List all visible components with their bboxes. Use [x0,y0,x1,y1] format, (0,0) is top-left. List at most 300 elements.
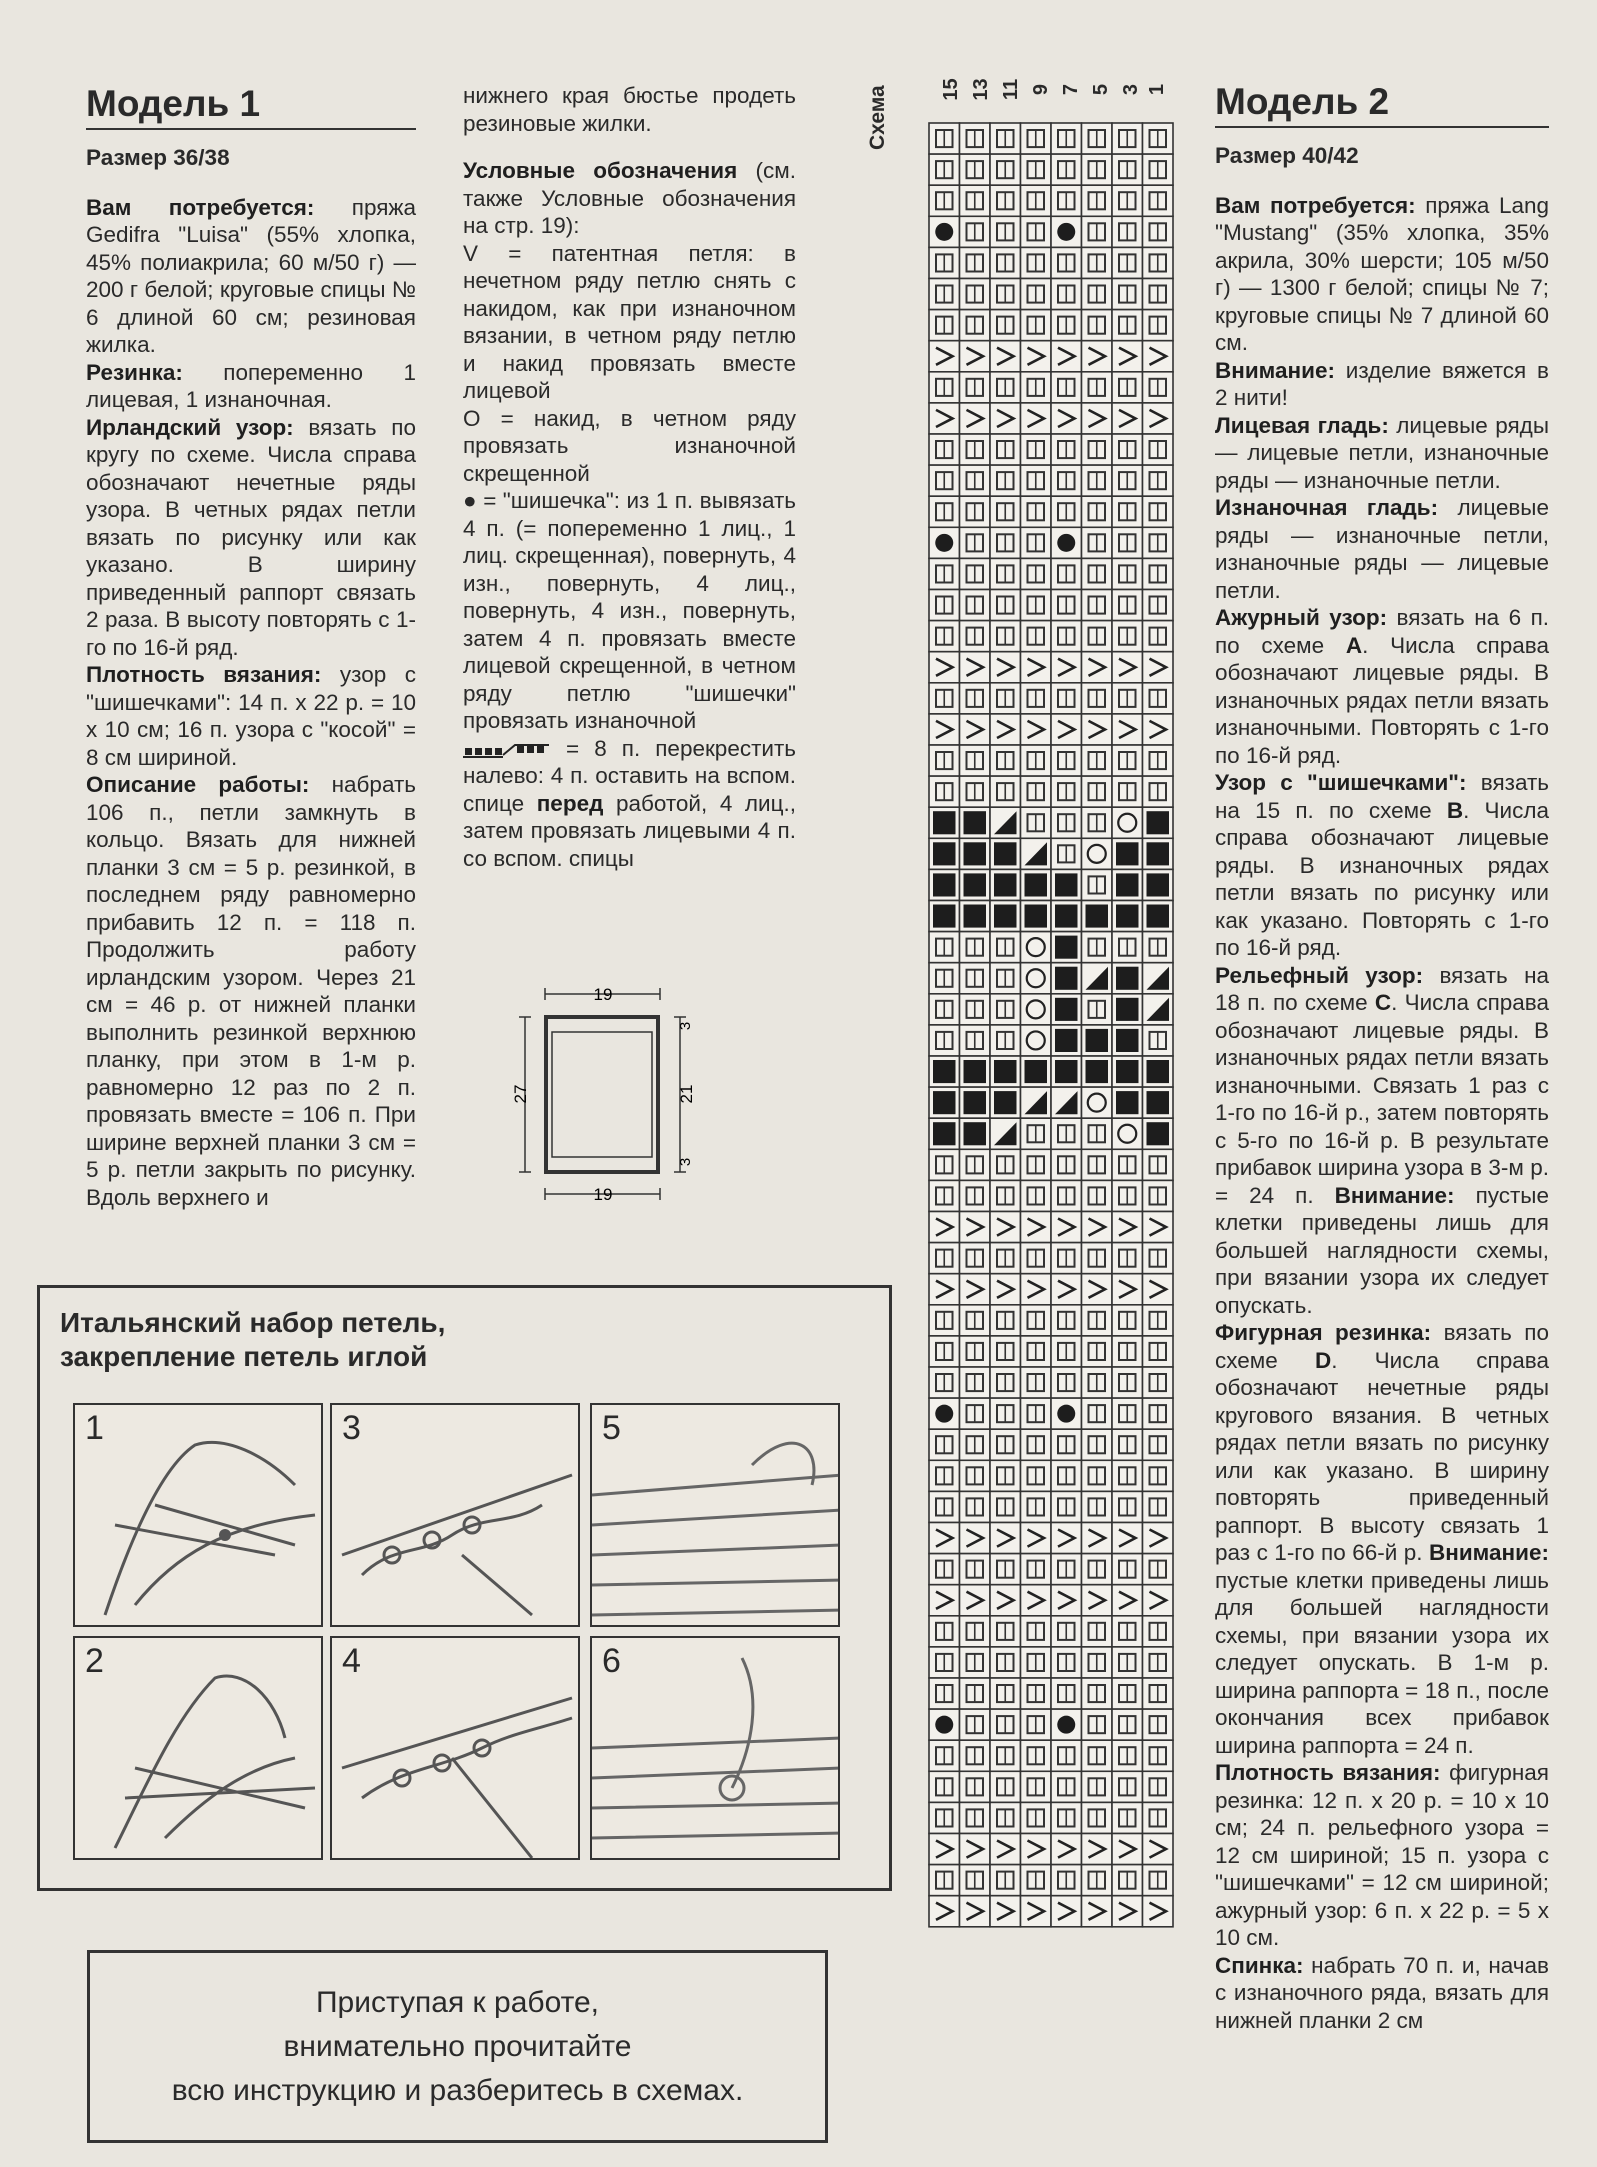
chart-cell [990,1180,1021,1211]
chart-cell [1051,1865,1082,1896]
chart-cell [1112,1740,1143,1771]
chart-cell [1082,465,1113,496]
chart-cell [990,1709,1021,1740]
chart-cell [1143,403,1174,434]
chart-cell [1082,1118,1113,1149]
chart-cell [1143,1429,1174,1460]
chart-cell [929,1491,960,1522]
chart-cell [1082,1834,1113,1865]
dim-right-mid: 21 [677,1084,696,1104]
chart-cell [990,652,1021,683]
step-number: 6 [602,1642,621,1680]
chart-cell [1082,590,1113,621]
chart-cell [1051,1367,1082,1398]
chart-cell [990,714,1021,745]
chart-cell [1021,123,1052,154]
chart-cell [1021,652,1052,683]
chart-cell [990,932,1021,963]
chart-cell [990,1212,1021,1243]
chart-cell [1082,932,1113,963]
chart-cell [990,527,1021,558]
chart-cell [1021,1243,1052,1274]
chart-cell [1112,1087,1143,1118]
chart-cell [1051,1616,1082,1647]
chart-cell [1143,963,1174,994]
chart-cell [1082,310,1113,341]
chart-cell [1051,963,1082,994]
chart-cell [1051,1180,1082,1211]
chart-cell [929,776,960,807]
dim-right-top: 3 [677,1021,694,1031]
chart-cell [1143,1460,1174,1491]
cable-symbol-icon [463,742,551,758]
chart-cell [1082,247,1113,278]
chart-cell [960,1087,991,1118]
chart-cell [1051,869,1082,900]
chart-cell [1021,279,1052,310]
chart-cell [960,403,991,434]
chart-cell [1021,1740,1052,1771]
chart-cell [990,185,1021,216]
chart-cell [929,1025,960,1056]
chart-cell [1143,1647,1174,1678]
model2-column [1215,80,1549,2034]
chart-cell [929,465,960,496]
chart-cell [990,1523,1021,1554]
chart-cell [929,154,960,185]
chart-cell [990,465,1021,496]
hand-illustration-icon [75,1638,323,1860]
chart-cell [990,279,1021,310]
chart-cell [960,247,991,278]
chart-cell [1112,683,1143,714]
chart-cell [1112,372,1143,403]
chart-cell [1021,776,1052,807]
chart-cell [960,745,991,776]
notice-line: Приступая к работе, [315,1985,600,2019]
chart-cell [1143,1740,1174,1771]
chart-cell [1021,1212,1052,1243]
chart-cell [1112,1118,1143,1149]
chart-cell [960,1554,991,1585]
legend-heading: Условные обозначения (см. также Условные обозначения на стр. 19): [463,158,796,238]
chart-cell [960,776,991,807]
chart-cell [960,1740,991,1771]
chart-cell [1051,434,1082,465]
chart-cell [960,1865,991,1896]
dim-top: 19 [593,985,613,1004]
chart-cell [1021,372,1052,403]
model2-materials: Вам потребуется: пряжа Lang "Mustang" (35% хлопка, 35% акрила, 30% шерсти; 105 м/50 г) — 1300 г белой; спицы № 7; круговые спицы № 7 длиной 60 см. [1215,192,1549,355]
chart-cell [1082,1709,1113,1740]
chart-cell [1082,1740,1113,1771]
model2-title: Модель 2 [1215,80,1549,128]
chart-cell [990,310,1021,341]
legend-yarn-over: O = накид, в четном ряду провязать изнаночной скрещенной [463,405,796,486]
chart-cell [1051,1491,1082,1522]
chart-cell [1021,838,1052,869]
chart-cell [929,1274,960,1305]
chart-cell [1021,403,1052,434]
chart-cell [929,403,960,434]
chart-cell [960,1709,991,1740]
chart-cell [990,1896,1021,1927]
chart-cell [1112,807,1143,838]
chart-cell [990,1243,1021,1274]
chart-cell [1112,310,1143,341]
chart-cell [960,1585,991,1616]
chart-cell [1143,1149,1174,1180]
chart-cell [960,652,991,683]
chart-cell [1112,652,1143,683]
chart-cell [960,1367,991,1398]
chart-cell [1082,1149,1113,1180]
chart-cell [1021,558,1052,589]
chart-cell [929,1398,960,1429]
chart-cell [1112,1491,1143,1522]
chart-cell [1112,1398,1143,1429]
chart-cell [1143,1087,1174,1118]
chart-cell [990,558,1021,589]
chart-cell [960,465,991,496]
chart-cell [1112,558,1143,589]
chart-cell [1021,1336,1052,1367]
chart-cell [1082,963,1113,994]
legend-cable: = 8 п. перекрестить налево: 4 п. оставить на вспом. спице перед работой, 4 лиц., затем провязать лицевыми 4 п. со вспом. спицы [463,735,796,871]
chart-cell [990,247,1021,278]
chart-cell [1082,279,1113,310]
chart-cell [1112,1523,1143,1554]
chart-cell [1143,1709,1174,1740]
chart-cell [1051,496,1082,527]
chart-cell [990,1398,1021,1429]
chart-cell [1021,1118,1052,1149]
chart-cell [1021,1865,1052,1896]
chart-cell [1021,1429,1052,1460]
chart-cell [1051,279,1082,310]
step-panel-5 [590,1403,840,1627]
chart-cell [960,434,991,465]
chart-cell [1112,185,1143,216]
chart-cell [960,216,991,247]
chart-cell [1143,185,1174,216]
chart-cell [929,216,960,247]
chart-cell [1021,1180,1052,1211]
chart-cell [929,279,960,310]
chart-cell [1082,1678,1113,1709]
chart-cell [929,1771,960,1802]
chart-cell [929,652,960,683]
chart-cell [1143,434,1174,465]
chart-cell [990,1460,1021,1491]
chart-cell [1082,372,1113,403]
chart-cell [1112,1243,1143,1274]
chart-cell [1143,1398,1174,1429]
model1-column-2 [463,82,796,872]
dim-bottom: 19 [593,1185,613,1204]
chart-cell [1051,372,1082,403]
chart-cell [990,1429,1021,1460]
chart-cell [929,1460,960,1491]
chart-cell [1112,1460,1143,1491]
chart-cell [1051,1834,1082,1865]
chart-cell [929,683,960,714]
chart-cell [960,1678,991,1709]
chart-cell [990,963,1021,994]
chart-cell [1082,434,1113,465]
chart-cell [1021,247,1052,278]
chart-cell [1021,1398,1052,1429]
chart-cell [1051,185,1082,216]
chart-cell [990,154,1021,185]
chart-cell [960,1305,991,1336]
chart-cell [1082,869,1113,900]
step-number: 5 [602,1409,621,1447]
chart-cell [929,1367,960,1398]
chart-cell [929,963,960,994]
chart-cell [990,1367,1021,1398]
chart-cell [1021,1802,1052,1833]
chart-cell [929,1865,960,1896]
chart-cell [990,1865,1021,1896]
chart-cell [1051,154,1082,185]
chart-cell [960,1212,991,1243]
chart-cell [929,714,960,745]
chart-cell [1143,1554,1174,1585]
chart-cell [990,1491,1021,1522]
chart-cell [1112,154,1143,185]
needle-illustration-icon [332,1405,580,1627]
chart-cell [1021,527,1052,558]
chart-cell [1051,1305,1082,1336]
model2-density: Плотность вязания: фигурная резинка: 12 п. х 20 р. = 10 х 10 см; 24 п. рельефного узора = 12 см шириной; 15 п. узора с "шишечками" = 12 см шириной; ажурный узор: 6 п. х 22 р. = 5 х 10 см. [1215,1760,1549,1950]
chart-cell [1112,1336,1143,1367]
chart-cell [1021,1025,1052,1056]
chart-cell [990,1585,1021,1616]
chart-cell [1051,1709,1082,1740]
chart-cell [1143,279,1174,310]
chart-cell [1082,1025,1113,1056]
chart-cell [1021,1305,1052,1336]
chart-cell [990,901,1021,932]
chart-cell [960,558,991,589]
chart-row-number: 3 [1120,83,1142,96]
chart-cell [1143,590,1174,621]
chart-cell [1051,1149,1082,1180]
chart-cell [1112,279,1143,310]
chart-cell [1021,1491,1052,1522]
chart-cell [1143,932,1174,963]
chart-cell [1021,465,1052,496]
chart-cell [1051,1336,1082,1367]
chart-cell [1082,216,1113,247]
chart-cell [1082,1243,1113,1274]
italian-cast-on-title: Итальянский набор петель, закрепление петель иглой [60,1307,446,1372]
chart-cell [1112,1429,1143,1460]
chart-cell [1051,1274,1082,1305]
chart-cell [960,527,991,558]
chart-cell [1112,1802,1143,1833]
chart-cell [1021,901,1052,932]
chart-cell [929,1523,960,1554]
chart-cell [929,372,960,403]
chart-cell [990,1802,1021,1833]
chart-cell [929,1678,960,1709]
chart-cell [1082,652,1113,683]
chart-cell [990,1056,1021,1087]
chart-cell [1051,1056,1082,1087]
chart-cell [1082,123,1113,154]
chart-cell [1051,310,1082,341]
chart-cell [929,1336,960,1367]
chart-cell [929,901,960,932]
model1-continuation: нижнего края бюстье продеть резиновые жилки. [463,83,796,136]
chart-cell [1051,1398,1082,1429]
chart-cell [1051,1554,1082,1585]
chart-cell [1082,776,1113,807]
chart-cell [1021,1523,1052,1554]
chart-cell [929,1429,960,1460]
chart-cell [1143,1802,1174,1833]
chart-cell [1051,1740,1082,1771]
chart-cell [1051,341,1082,372]
chart-cell [1143,745,1174,776]
chart-cell [960,1274,991,1305]
chart-cell [1021,745,1052,776]
chart-cell [929,1802,960,1833]
chart-cell [960,869,991,900]
chart-cell [1143,310,1174,341]
chart-cell [1143,465,1174,496]
chart-cell [1051,745,1082,776]
chart-cell [1112,1865,1143,1896]
italian-cast-on-box [37,1285,892,1891]
chart-cell [1143,683,1174,714]
chart-cell [1051,558,1082,589]
step-panel-2 [73,1636,323,1860]
chart-cell [1051,652,1082,683]
chart-cell [1051,1243,1082,1274]
chart-cell [929,1740,960,1771]
chart-cell [990,434,1021,465]
chart-cell [1021,1274,1052,1305]
chart-cell [1143,558,1174,589]
chart-cell [990,994,1021,1025]
chart-cell [1143,1274,1174,1305]
chart-cell [1051,1429,1082,1460]
dim-left: 27 [511,1084,530,1104]
chart-cell [1021,185,1052,216]
chart-cell [1112,216,1143,247]
chart-cell [990,838,1021,869]
chart-cell [1021,434,1052,465]
chart-cell [1051,1523,1082,1554]
knitted-fabric-icon [592,1638,840,1860]
chart-cell [960,1647,991,1678]
chart-cell [960,590,991,621]
chart-cell [1112,123,1143,154]
chart-cell [1082,558,1113,589]
chart-cell [990,1305,1021,1336]
chart-cell [929,496,960,527]
chart-cell [960,838,991,869]
chart-cell [1082,1212,1113,1243]
chart-cell [990,1274,1021,1305]
chart-cell [960,994,991,1025]
chart-cell [1112,1367,1143,1398]
chart-cell [1143,838,1174,869]
chart-cell [1112,590,1143,621]
chart-cell [1021,1056,1052,1087]
chart-cell [1051,1585,1082,1616]
step-panel-3 [330,1403,580,1627]
chart-cell [1051,621,1082,652]
chart-cell [960,1243,991,1274]
chart-cell [1112,776,1143,807]
chart-row-number: 15 [940,78,962,101]
chart-row-number: 9 [1030,83,1052,96]
chart-cell [1082,838,1113,869]
chart-cell [1082,901,1113,932]
chart-cell [1082,1523,1113,1554]
model1-density: Плотность вязания: узор с "шишечками": 14 п. х 22 р. = 10 х 10 см; 16 п. узора с "косой" = 8 см шириной. [86,662,416,770]
chart-cell [960,1771,991,1802]
chart-cell [1051,683,1082,714]
chart-cell [1112,1678,1143,1709]
chart-cell [1143,372,1174,403]
chart-cell [990,1834,1021,1865]
chart-cell [1143,1336,1174,1367]
chart-cell [1143,216,1174,247]
chart-cell [1082,527,1113,558]
chart-cell [1082,403,1113,434]
chart-cell [1021,621,1052,652]
chart-cell [1112,621,1143,652]
chart-cell [1082,1896,1113,1927]
chart-cell [929,1709,960,1740]
chart-cell [960,1025,991,1056]
chart-cell [1051,807,1082,838]
chart-cell [929,341,960,372]
chart-cell [1021,1709,1052,1740]
step-number: 3 [342,1409,361,1447]
chart-cell [1021,994,1052,1025]
chart-cell [929,807,960,838]
chart-cell [1082,1771,1113,1802]
chart-cell [1112,1709,1143,1740]
chart-cell [1112,1585,1143,1616]
chart-cell [1112,1056,1143,1087]
chart-cell [1021,714,1052,745]
chart-cell [1082,1180,1113,1211]
chart-cell [1082,1802,1113,1833]
chart-cell [1112,1834,1143,1865]
chart-cell [1143,1834,1174,1865]
chart-cell [1143,1305,1174,1336]
chart-cell [960,1398,991,1429]
chart-cell [1112,434,1143,465]
chart-cell [1051,1025,1082,1056]
chart-cell [929,434,960,465]
chart-cell [960,1336,991,1367]
chart-cell [990,1336,1021,1367]
chart-cell [929,1212,960,1243]
chart-cell [1021,1367,1052,1398]
chart-cell [1051,838,1082,869]
chart-cell [960,807,991,838]
chart-cell [1021,154,1052,185]
chart-cell [1112,527,1143,558]
